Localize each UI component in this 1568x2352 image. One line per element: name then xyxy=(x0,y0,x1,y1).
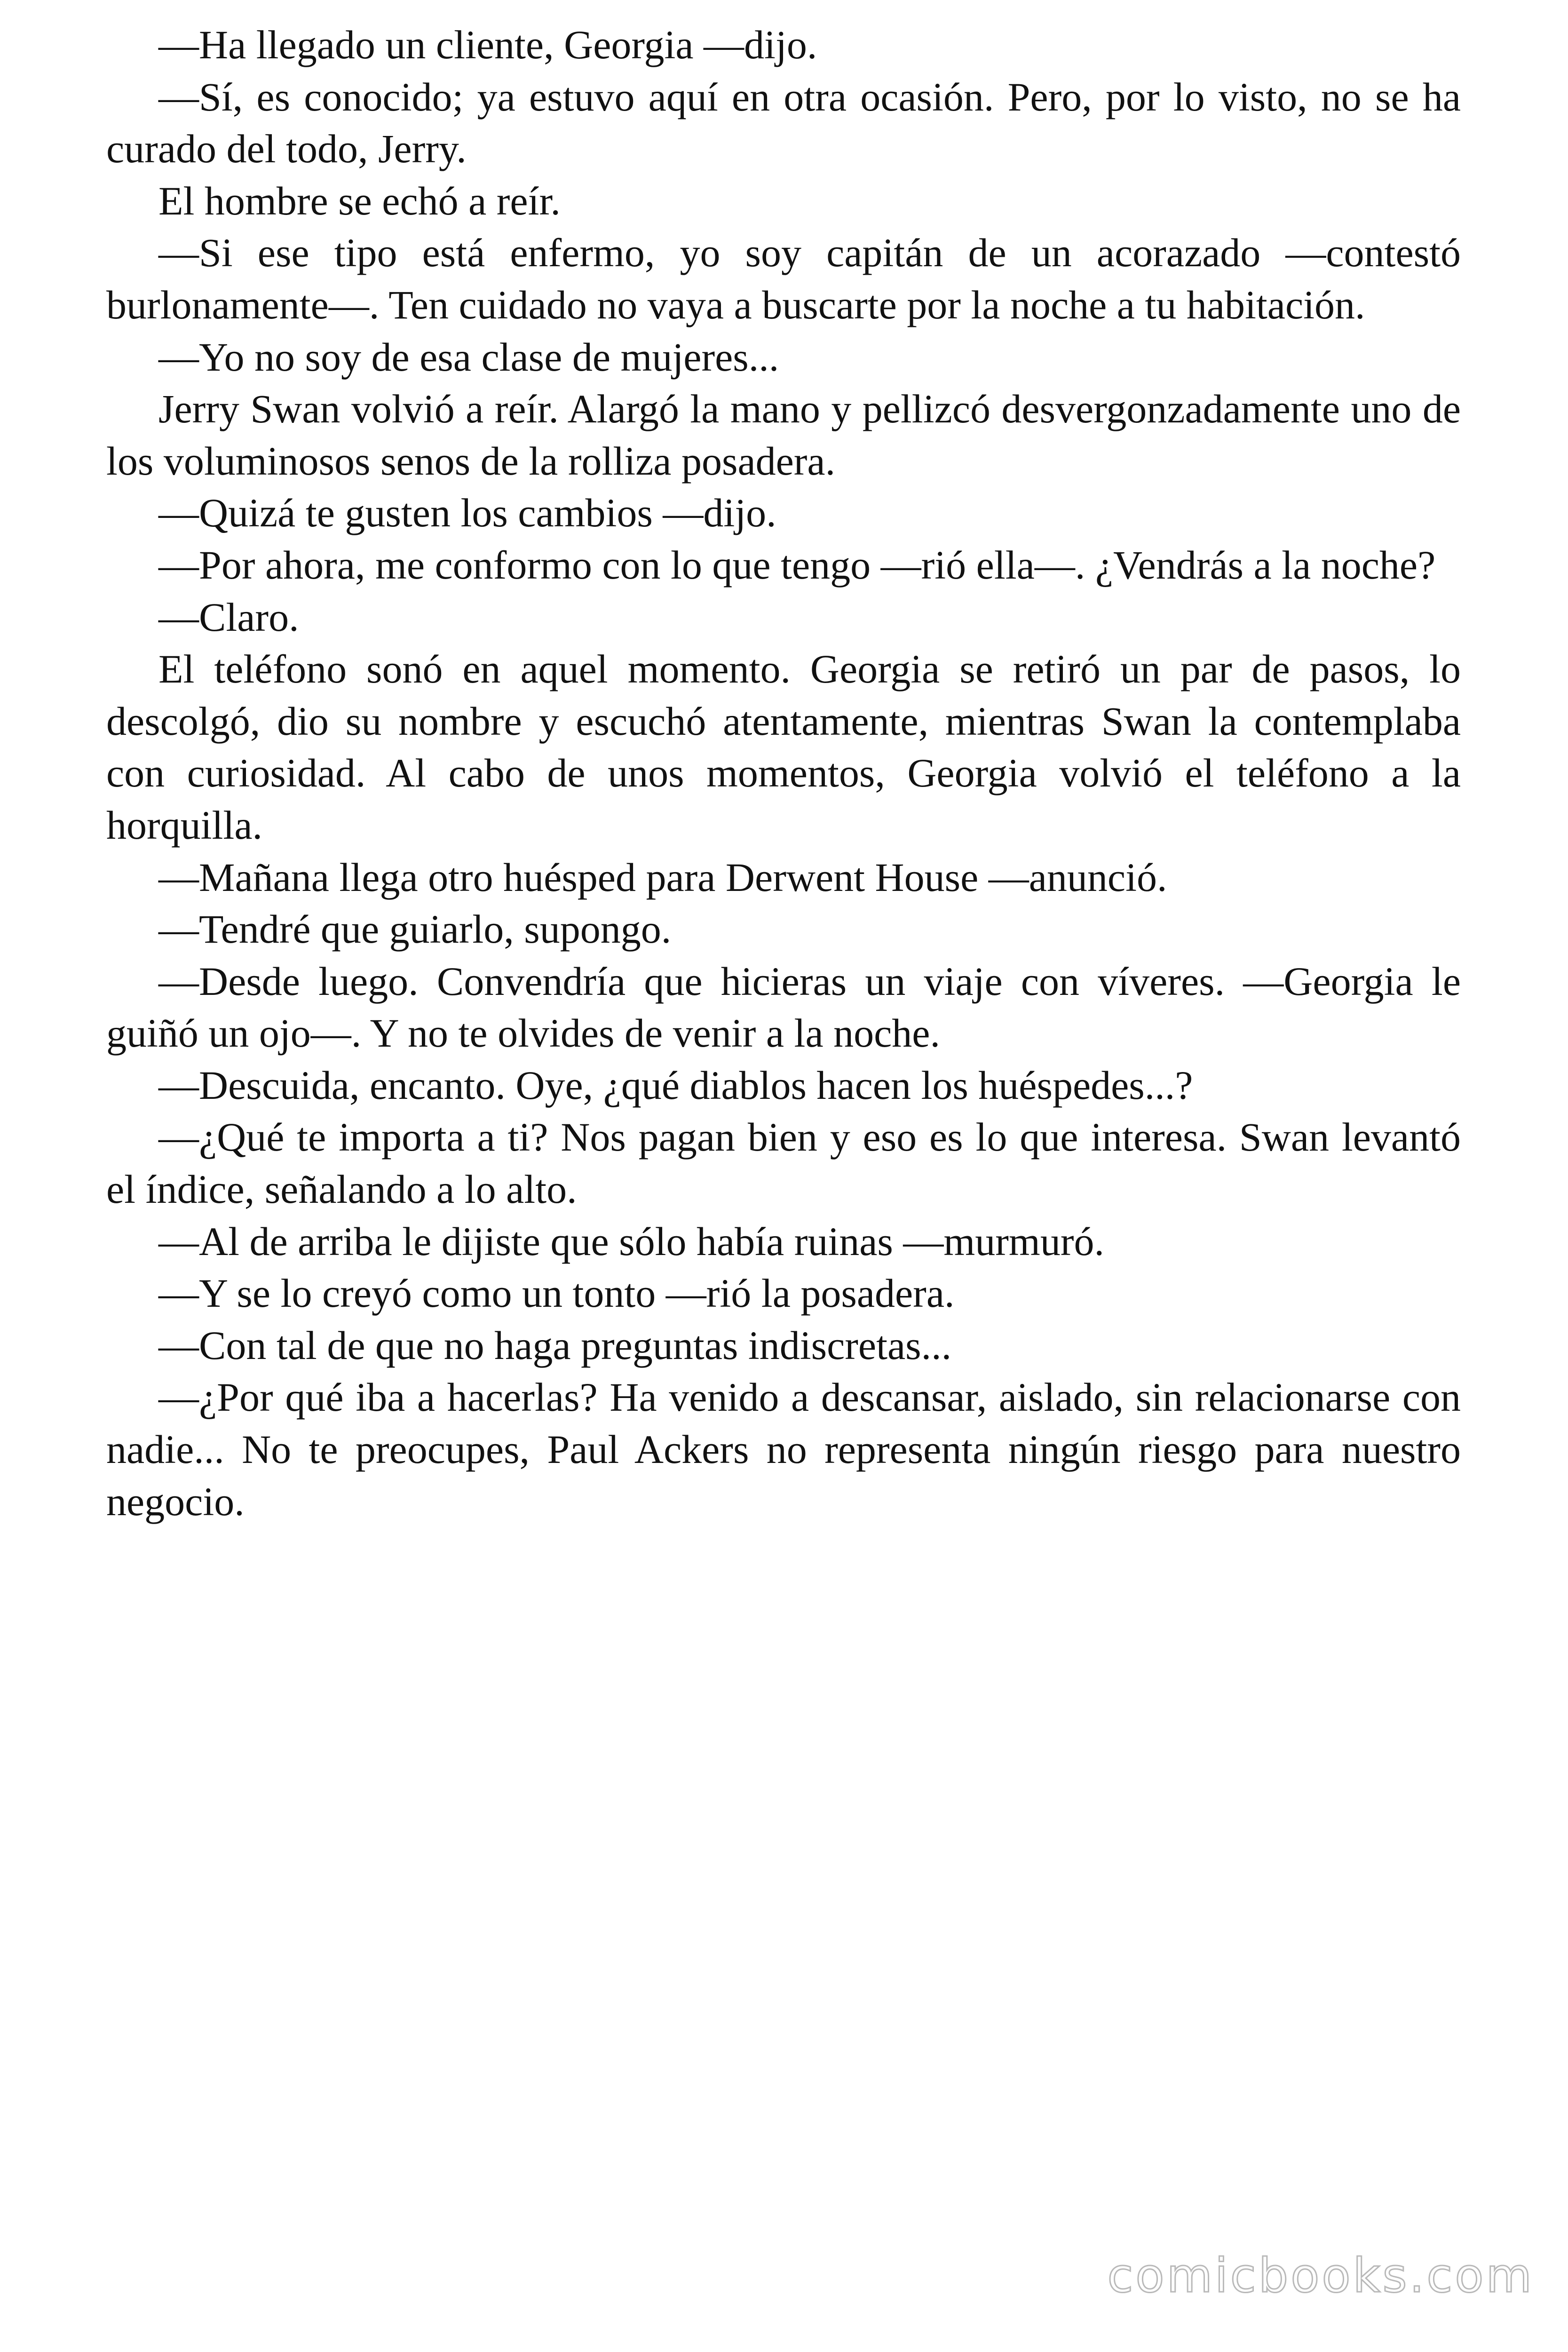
paragraph: —Claro. xyxy=(158,594,299,640)
paragraph: —Si ese tipo está enfermo, yo soy capitán de un acorazado —contestó burlonamente—. Ten cuidado no vaya a buscarte por la noche a tu habitación. xyxy=(106,230,1461,327)
paragraph: —Sí, es conocido; ya estuvo aquí en otra ocasión. Pero, por lo visto, no se ha curado del todo, Jerry. xyxy=(106,74,1461,172)
paragraph: —Al de arriba le dijiste que sólo había ruinas —murmuró. xyxy=(158,1218,1104,1264)
paragraph: —Tendré que guiarlo, supongo. xyxy=(158,906,672,952)
paragraph: —Por ahora, me conformo con lo que tengo —rió ella—. ¿Vendrás a la noche? xyxy=(158,542,1436,588)
paragraph: —Y se lo creyó como un tonto —rió la posadera. xyxy=(158,1271,955,1316)
body-text xyxy=(106,19,1461,1527)
paragraph: —¿Qué te importa a ti? Nos pagan bien y eso es lo que interesa. Swan levantó el índice, señalando a lo alto. xyxy=(106,1114,1461,1212)
paragraph: El teléfono sonó en aquel momento. Georgia se retiró un par de pasos, lo descolgó, dio su nombre y escuchó atentamente, mientras Swan la contemplaba con curiosidad. Al cabo de unos momentos, Georgia volvió el teléfono a la horquilla. xyxy=(106,646,1461,848)
paragraph: —Quizá te gusten los cambios —dijo. xyxy=(158,490,776,536)
paragraph: —Con tal de que no haga preguntas indiscretas... xyxy=(158,1322,952,1368)
paragraph: —Mañana llega otro huésped para Derwent House —anunció. xyxy=(158,854,1167,900)
watermark-text: comicbooks.com xyxy=(1107,2248,1534,2303)
paragraph: El hombre se echó a reír. xyxy=(158,178,561,223)
paragraph: —Ha llegado un cliente, Georgia —dijo. xyxy=(158,22,817,67)
paragraph: —Yo no soy de esa clase de mujeres... xyxy=(158,334,779,380)
paragraph: —¿Por qué iba a hacerlas? Ha venido a descansar, aislado, sin relacionarse con nadie... No te preocupes, Paul Ackers no representa ningún riesgo para nuestro negocio. xyxy=(106,1375,1461,1524)
paragraph: —Desde luego. Convendría que hicieras un viaje con víveres. —Georgia le guiñó un ojo—. Y no te olvides de venir a la noche. xyxy=(106,958,1461,1056)
paragraph: —Descuida, encanto. Oye, ¿qué diablos hacen los huéspedes...? xyxy=(158,1062,1193,1108)
paragraph: Jerry Swan volvió a reír. Alargó la mano y pellizcó desvergonzadamente uno de los voluminosos senos de la rolliza posadera. xyxy=(106,386,1461,484)
